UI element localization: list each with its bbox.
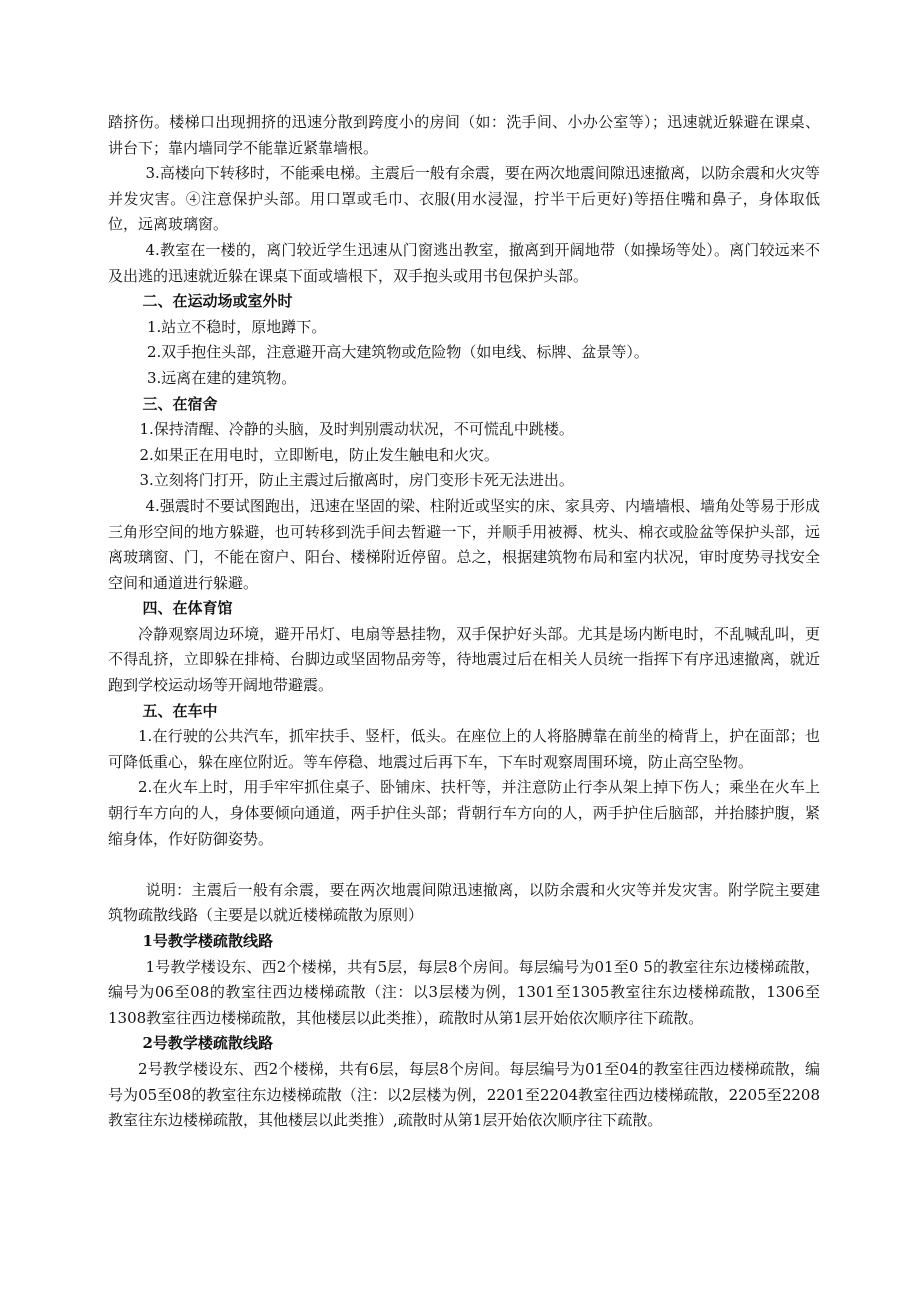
list-item: 1.保持清醒、冷静的头脑，及时判别震动状况，不可慌乱中跳楼。 — [139, 420, 574, 439]
paragraph-continuation: 踏挤伤。楼梯口出现拥挤的迅速分散到跨度小的房间（如：洗手间、小办公室等）；迅速就近躲避在课桌、讲台下；靠内墙同学不能靠近紧靠墙根。 — [108, 113, 820, 157]
document-body — [108, 110, 820, 1134]
list-item: 2.双手抱住头部，注意避开高大建筑物或危险物（如电线、标牌、盆景等）。 — [147, 343, 649, 362]
section-heading-outdoor: 二、在运动场或室外时 — [142, 292, 293, 311]
list-item: 2.在火车上时，用手牢牢抓住桌子、卧铺床、扶杆等，并注意防止行李从架上掉下伤人；乘坐在火车上朝行车方向的人，身体要倾向通道，两手护住头部；背朝行车方向的人，两手护住后脑部，并抬膝护腹，紧缩身体，作好防御姿势。 — [108, 778, 820, 848]
section-heading-vehicle: 五、在车中 — [142, 701, 218, 720]
paragraph-note: 说明：主震后一般有余震，要在两次地震间隙迅速撤离，以防余震和火灾等并发灾害。附学院主要建筑物疏散线路（主要是以就近楼梯疏散为原则） — [108, 880, 820, 925]
paragraph-ground-floor: 4.教室在一楼的，离门较近学生迅速从门窗逃出教室，撤离到开阔地带（如操场等处）。离门较远来不及出逃的迅速就近躲在课桌下面或墙根下，双手抱头或用书包保护头部。 — [108, 240, 820, 285]
list-item: 3.立刻将门打开，防止主震过后撤离时，房门变形卡死无法进出。 — [139, 471, 574, 490]
section-heading-gym: 四、在体育馆 — [142, 599, 233, 618]
section-heading-dormitory: 三、在宿舍 — [142, 394, 218, 413]
paragraph-building2: 2号教学楼设东、西2个楼梯，共有6层，每层8个房间。每层编号为01至04的教室往西边楼梯疏散，编号为05至08的教室往东边楼梯疏散（注：以2层楼为例，2201至2204教室往西边楼梯疏散，2205至2208教室往东边楼梯疏散，其他楼层以此类推）,疏散时从第1层开始依次顺序往下疏散。 — [108, 1059, 820, 1130]
list-item: 3.远离在建的建筑物。 — [147, 368, 297, 387]
building2-heading: 2号教学楼疏散线路 — [142, 1034, 273, 1053]
list-item: 2.如果正在用电时，立即断电，防止发生触电和火灾。 — [139, 445, 499, 464]
paragraph-gym: 冷静观察周边环境，避开吊灯、电扇等悬挂物，双手保护好头部。尤其是场内断电时，不乱喊乱叫，更不得乱挤，立即躲在排椅、台脚边或坚固物品旁等，待地震过后在相关人员统一指挥下有序迅速撤离，就近跑到学校运动场等开阔地带避震。 — [108, 624, 820, 695]
list-item: 4.强震时不要试图跑出，迅速在坚固的梁、柱附近或坚实的床、家具旁、内墙墙根、墙角处等易于形成三角形空间的地方躲避，也可转移到洗手间去暂避一下，并顺手用被褥、枕头、棉衣或脸盆等保护头部，远离玻璃窗、门，不能在窗户、阳台、楼梯附近停留。总之，根据建筑物布局和室内状况，审时度势寻找安全空间和通道进行躲避。 — [108, 496, 820, 592]
list-item: 1.在行驶的公共汽车，抓牢扶手、竖杆，低头。在座位上的人将胳膊靠在前坐的椅背上，护在面部；也可降低重心，躲在座位附近。等车停稳、地震过后再下车，下车时观察周围环境，防止高空坠物。 — [108, 727, 820, 771]
list-item: 1.站立不稳时，原地蹲下。 — [147, 317, 327, 336]
blank-line — [108, 852, 820, 878]
building1-heading: 1号教学楼疏散线路 — [142, 932, 273, 950]
paragraph-high-floor: 3.高楼向下转移时，不能乘电梯。主震后一般有余震，要在两次地震间隙迅速撤离，以防余震和火灾等并发灾害。④注意保护头部。用口罩或毛巾、衣服(用水浸湿，拧半干后更好)等捂住嘴和鼻子，身体取低位，远离玻璃窗。 — [108, 164, 820, 234]
paragraph-building1: 1号教学楼设东、西2个楼梯，共有5层，每层8个房间。每层编号为01至0 5的教室往东边楼梯疏散，编号为06至08的教室往西边楼梯疏散（注：以3层楼为例，1301至1305教室往东边楼梯疏散，1306至1308教室往西边楼梯疏散，其他楼层以此类推），疏散时从第1层开始依次顺序往下疏散。 — [108, 957, 820, 1027]
